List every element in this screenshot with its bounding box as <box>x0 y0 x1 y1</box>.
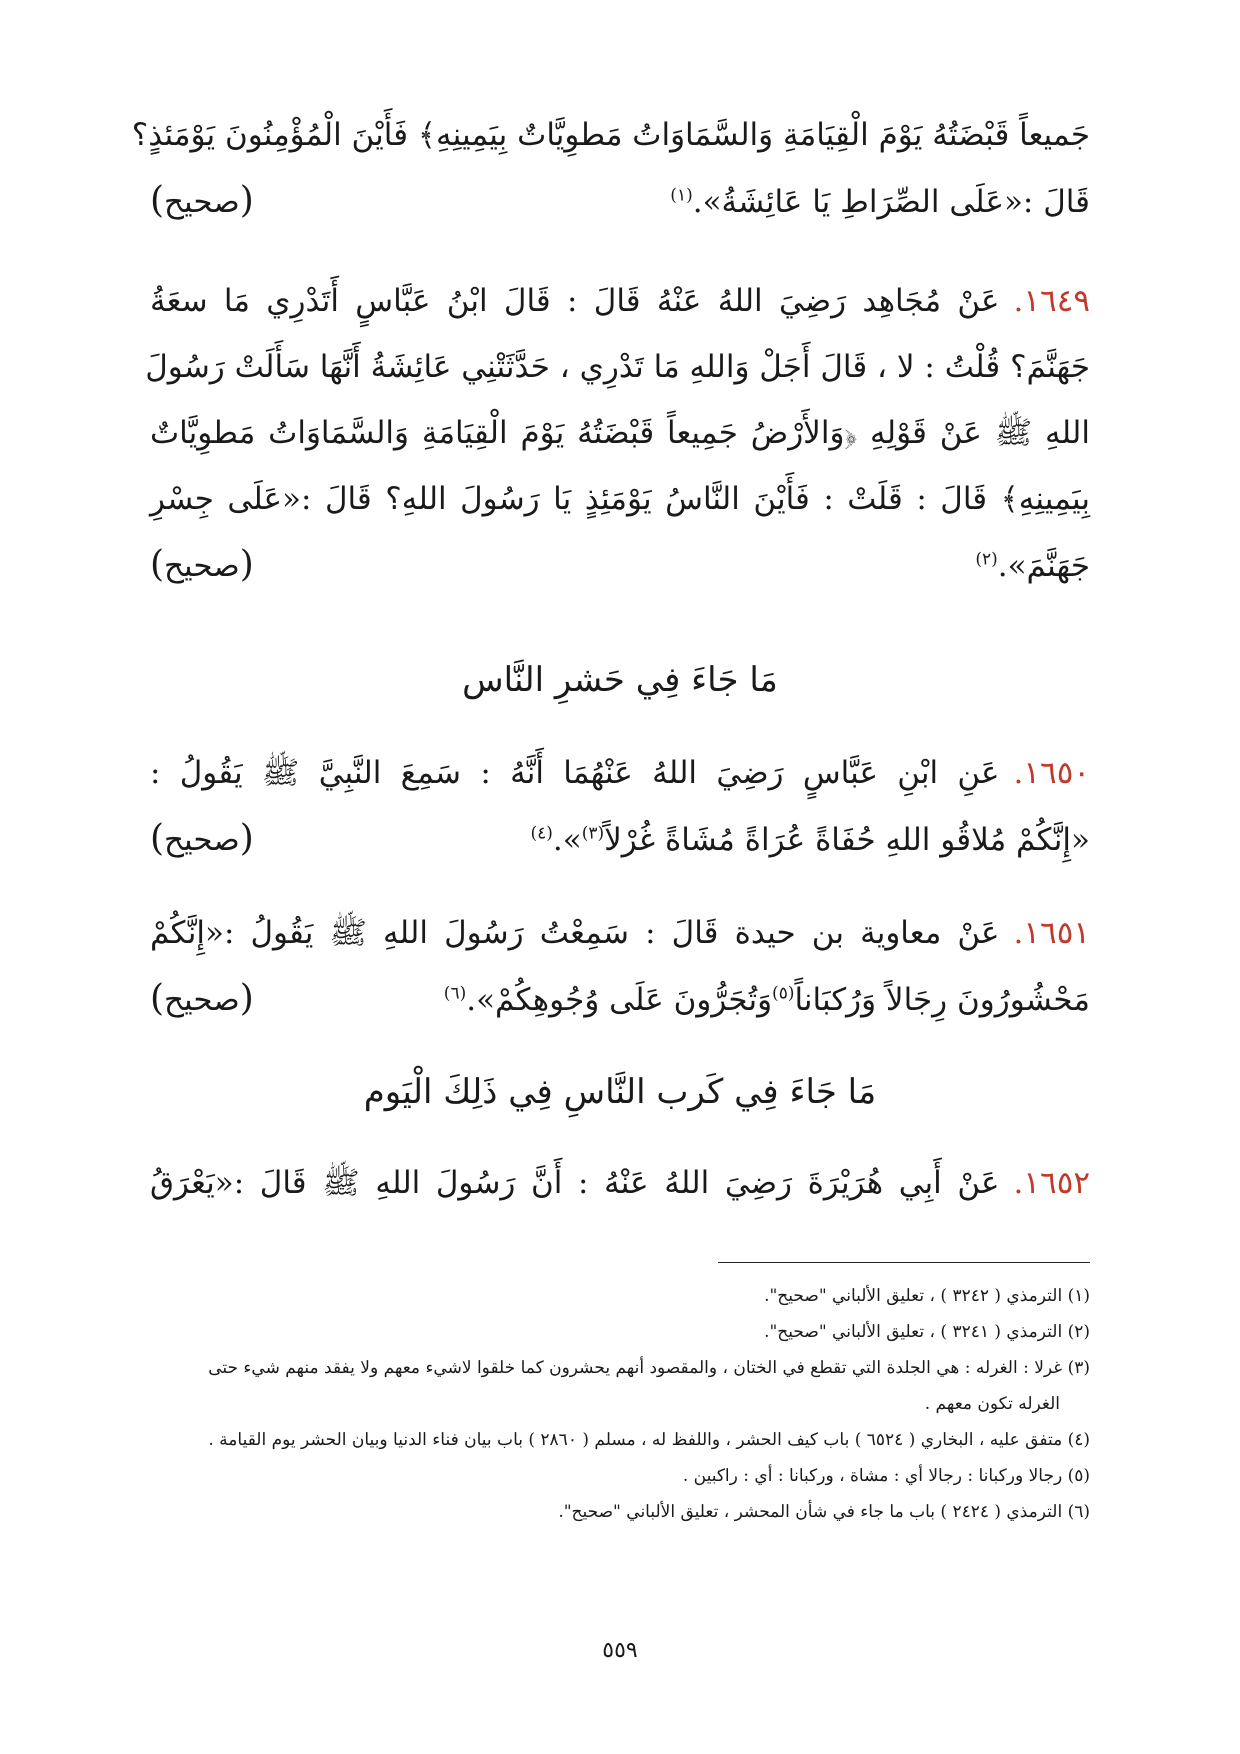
grade-label: (صحيح) <box>150 544 254 585</box>
footnote-item: (٢) الترمذي ( ٣٢٤١ ) ، تعليق الألباني "صحيح". <box>764 1322 1090 1342</box>
text-line: ١٦٤٩.عَنْ مُجَاهِد رَضِيَ اللهُ عَنْهُ قَالَ : قَالَ ابْنُ عَبَّاسٍ أَتَدْرِي مَا سعَةُ <box>150 283 1090 319</box>
section-heading: مَا جَاءَ فِي كَرب النَّاسِ فِي ذَلِكَ الْيَوم <box>363 1072 877 1112</box>
text-line: بِيَمِينِهِ﴾ قَالَ : قَلَتْ : فَأَيْنَ النَّاسُ يَوْمَئِذٍ يَا رَسُولَ اللهِ؟ قَالَ :«عَلَى جِسْرِ <box>150 481 1090 517</box>
text-line: اللهِ ﷺ عَنْ قَوْلِهِ ﴿وَالأَرْضُ جَمِيعاً قَبْضَتُهُ يَوْمَ الْقِيَامَةِ وَالسَّمَاوَاتُ مَطوِيَّاتٌ <box>150 415 1090 451</box>
footnote-ref[interactable]: (٦) <box>443 983 467 1004</box>
footnote-item: (١) الترمذي ( ٣٢٤٢ ) ، تعليق الألباني "صحيح". <box>764 1286 1090 1306</box>
text-line: ١٦٥٢.عَنْ أَبِي هُرَيْرَةَ رَضِيَ اللهُ عَنْهُ : أَنَّ رَسُولَ اللهِ ﷺ قَالَ :«يَعْرَقُ <box>150 1165 1090 1201</box>
text-line: «إِنَّكُمْ مُلاقُو اللهِ حُفَاةً عُرَاةً مُشَاةً غُرْلاً$^{(٣)}$».$^{(٤)}$ (صحيح) <box>150 806 1090 873</box>
hadith-number: ١٦٤٩. <box>1013 283 1090 319</box>
footnote-ref[interactable]: (٥) <box>772 983 795 1004</box>
hadith-number: ١٦٥٢. <box>1013 1165 1090 1201</box>
hadith-1652 <box>150 1150 1090 1216</box>
text-line: جَميعاً قَبْضَتُهُ يَوْمَ الْقِيَامَةِ وَالسَّمَاوَاتُ مَطوِيَّاتٌ بِيَمِينِهِ﴾ فَأَيْنَ الْمُؤْمِنُونَ يَوْمَئذٍ؟ <box>131 117 1090 153</box>
hadith-1651 <box>150 900 1090 1033</box>
footnote-item: (٣) غرلا : الغرله : هي الجلدة التي تقطع في الختان ، والمقصود أنهم يحشرون كما خلقوا لاشيء معهم ولا يفقد منهم شيء حتى <box>208 1358 1090 1378</box>
text-line: مَحْشُورُونَ رِجَالاً وَرُكبَاناً$^{(٥)}$وَتُجَرُّونَ عَلَى وُجُوهِكُمْ».$^{(٦)}$ (صحيح) <box>150 966 1090 1033</box>
hadith-1650 <box>150 740 1090 873</box>
text-line: جَهَنَّمَ؟ قُلْتُ : لا ، قَالَ أَجَلْ وَاللهِ مَا تَدْرِي ، حَدَّثَتْنِي عَائِشَةُ أَنَّهَا سَأَلَتْ رَسُولَ <box>145 349 1090 385</box>
footnote-ref[interactable]: (٣) <box>581 823 605 844</box>
grade-label: (صحيح) <box>150 978 254 1019</box>
text-line <box>150 532 1090 599</box>
hadith-text: قَالَ :«عَلَى الصِّرَاطِ يَا عَائِشَةُ». <box>692 184 1090 220</box>
hadith-number: ١٦٥١. <box>1013 915 1090 951</box>
footnote-ref[interactable]: (٤) <box>530 823 553 844</box>
footnote-item: (٤) متفق عليه ، البخاري ( ٦٥٢٤ ) باب كيف الحشر ، واللفظ له ، مسلم ( ٢٨٦٠ ) باب بيان فناء الدنيا وبيان الحشر يوم القيامة . <box>208 1430 1090 1450</box>
grade-label: (صحيح) <box>150 180 254 221</box>
footnote-item: (٦) الترمذي ( ٢٤٢٤ ) باب ما جاء في شأن المحشر ، تعليق الألباني "صحيح". <box>558 1502 1090 1522</box>
footnotes <box>150 1278 1090 1530</box>
grade-label: (صحيح) <box>150 818 254 859</box>
hadith-number: ١٦٥٠. <box>1013 755 1090 791</box>
footnote-ref[interactable]: (١) <box>670 185 693 206</box>
text-line <box>150 168 1090 235</box>
hadith-1649 <box>145 268 1090 599</box>
text-line: ١٦٥١.عَنْ معاوية بن حيدة قَالَ : سَمِعْتُ رَسُولَ اللهِ ﷺ يَقُولُ :«إِنَّكُمْ <box>150 915 1090 951</box>
footnote-ref[interactable]: (٢) <box>975 549 998 570</box>
hadith-continuation <box>131 102 1090 235</box>
footnote-item: (٥) رجالا وركبانا : رجالا أي : مشاة ، وركبانا : أي : راكبين . <box>682 1466 1090 1486</box>
hadith-text: جَهَنَّمَ». <box>997 548 1090 584</box>
text-line: ١٦٥٠.عَنِ ابْنِ عَبَّاسٍ رَضِيَ اللهُ عَنْهُمَا أَنَّهُ : سَمِعَ النَّبِيَّ ﷺ يَقُولُ : <box>150 755 1090 791</box>
footnote-separator <box>718 1262 1090 1263</box>
page-number: ٥٥٩ <box>602 1638 638 1663</box>
footnote-item: الغرله تكون معهم . <box>924 1394 1060 1414</box>
section-heading: مَا جَاءَ فِي حَشرِ النَّاس <box>462 660 778 700</box>
